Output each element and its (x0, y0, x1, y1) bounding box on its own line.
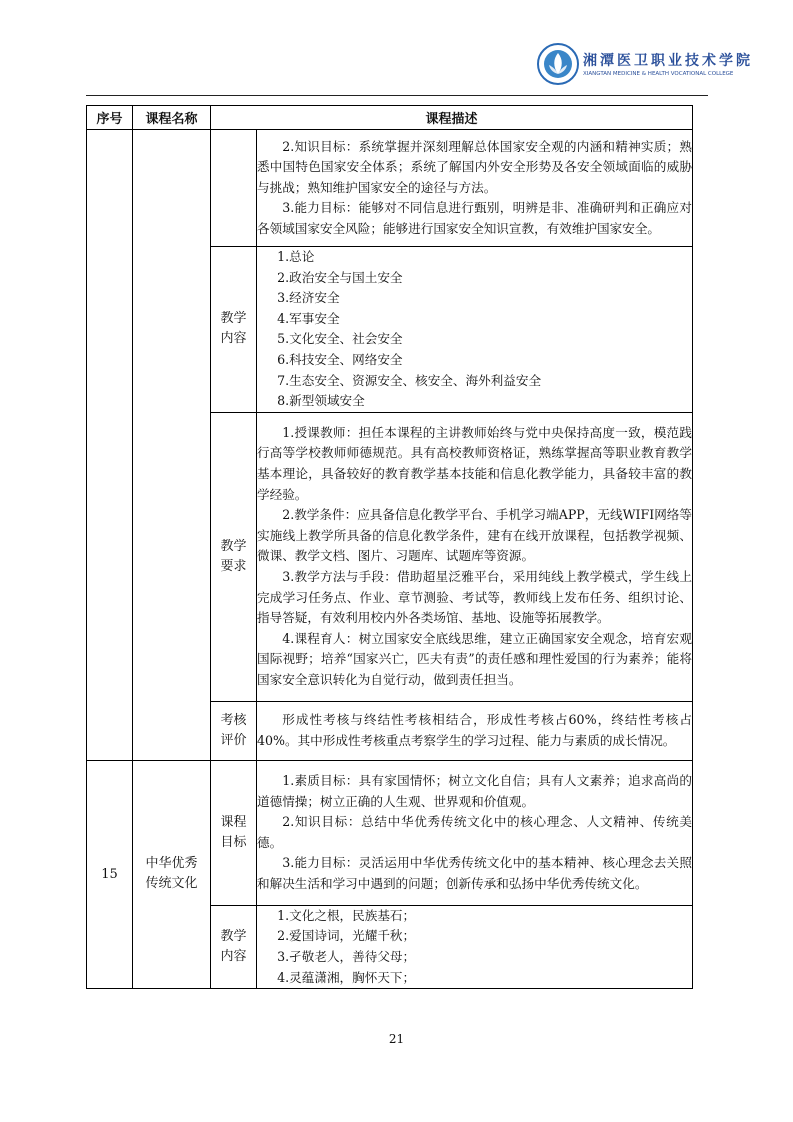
row14-content-desc (257, 247, 693, 413)
content-item: 3.经济安全 (277, 290, 340, 306)
row15-course-name: 中华优秀传统文化 (133, 760, 211, 988)
content-item: 6.科技安全、网络安全 (277, 351, 403, 367)
content-item: 5.文化安全、社会安全 (277, 331, 403, 347)
college-logo-icon (537, 43, 579, 85)
goal-item: 2.知识目标：总结中华优秀传统文化中的核心理念、人文精神、传统美德。 (257, 814, 692, 850)
content-item: 3.孑敬老人，善待父母； (277, 948, 416, 964)
content-item: 7.生态安全、资源安全、核安全、海外利益安全 (277, 372, 542, 388)
row15-content-label: 教学内容 (211, 905, 257, 988)
req-item: 4.课程育人：树立国家安全底线思维，建立正确国家安全观念，培育宏观国际视野；培养“国家兴亡，匹夫有责”的责任感和理性爱国的行为素养；能将国家安全意识转化为自觉行动，做到责任担当。 (257, 630, 692, 688)
page-header (0, 0, 793, 100)
content-item: 2.爱国诗词，光耀千秋； (277, 928, 416, 944)
row14-eval-desc (257, 701, 693, 760)
content-item: 4.灵蕴潇湘，胸怀天下； (277, 969, 416, 985)
row15-content-desc (257, 905, 693, 988)
school-name: 湘潭医卫职业技术学院 (583, 53, 753, 69)
eval-text: 形成性考核与终结性考核相结合，形成性考核占60%，终结性考核占40%。其中形成性考核重点考察学生的学习过程、能力与素质的成长情况。 (257, 712, 692, 748)
goal-item: 3.能力目标：能够对不同信息进行甄别，明辨是非、准确研判和正确应对各领域国家安全风险；能够进行国家安全知识宣教，有效维护国家安全。 (257, 200, 692, 236)
header-course-desc: 课程描述 (211, 106, 693, 130)
row14-content-label: 教学内容 (211, 247, 257, 413)
goal-item: 3.能力目标：灵活运用中华优秀传统文化中的基本精神、核心理念去关照和解决生活和学习中遇到的问题；创新传承和弘扬中华优秀传统文化。 (257, 855, 692, 891)
content-item: 1.文化之根，民族基石； (277, 907, 416, 923)
content-item: 8.新型领域安全 (277, 393, 365, 409)
row14-name-cell (133, 130, 211, 761)
content-item: 4.军事安全 (277, 310, 340, 326)
goal-item: 1.素质目标：具有家国情怀；树立文化自信；具有人文素养；追求高尚的道德情操；树立正确的人生观、世界观和价值观。 (257, 772, 692, 809)
req-item: 1.授课教师：担任本课程的主讲教师始终与党中央保持高度一致，模范践行高等学校教师师德规范。具有高校教师资格证，熟练掌握高等职业教育教学基本理论，具备较好的教育教学基本技能和信息化教学能力，具备较丰富的教学经验。 (257, 424, 692, 502)
row14-number-cell (87, 130, 133, 761)
course-table (86, 105, 693, 989)
page-number: 21 (388, 1032, 405, 1046)
goal-item: 2.知识目标：系统掌握并深刻理解总体国家安全观的内涵和精神实质；熟悉中国特色国家安全体系；系统了解国内外安全形势及各安全领域面临的威胁与挑战；熟知维护国家安全的途径与方法。 (257, 138, 692, 195)
row14-req-label: 教学要求 (211, 412, 257, 701)
row14-req-desc (257, 412, 693, 701)
row14-goal-desc (257, 130, 693, 247)
req-item: 2.教学条件：应具备信息化教学平台、手机学习端APP，无线WIFI网络等实施线上教学所具备的信息化教学条件，建有在线开放课程，包括教学视频、微课、教学文档、图片、习题库、试题库等资源。 (257, 507, 692, 564)
row14-eval-label: 考核评价 (211, 701, 257, 760)
table-header-row (87, 106, 693, 130)
table-row (87, 760, 693, 905)
school-name-english: XIANGTAN MEDICINE & HEALTH VOCATIONAL COLLEGE (583, 71, 734, 77)
content-item: 1.总论 (277, 249, 315, 264)
table-row (87, 130, 693, 247)
req-item: 3.教学方法与手段：借助超星泛雅平台，采用纯线上教学模式，学生线上完成学习任务点、作业、章节测验、考试等，教师线上发布任务、组织讨论、指导答疑，有效利用校内外各类场馆、基地、设施等拓展教学。 (257, 569, 692, 626)
header-course-name: 课程名称 (133, 106, 211, 130)
row14-goal-label-cell (211, 130, 257, 247)
header-number: 序号 (87, 106, 133, 130)
row15-number: 15 (87, 760, 133, 988)
header-divider (86, 95, 708, 96)
row15-goal-desc (257, 760, 693, 905)
row15-goal-label: 课程目标 (211, 760, 257, 905)
content-item: 2.政治安全与国土安全 (277, 269, 403, 285)
